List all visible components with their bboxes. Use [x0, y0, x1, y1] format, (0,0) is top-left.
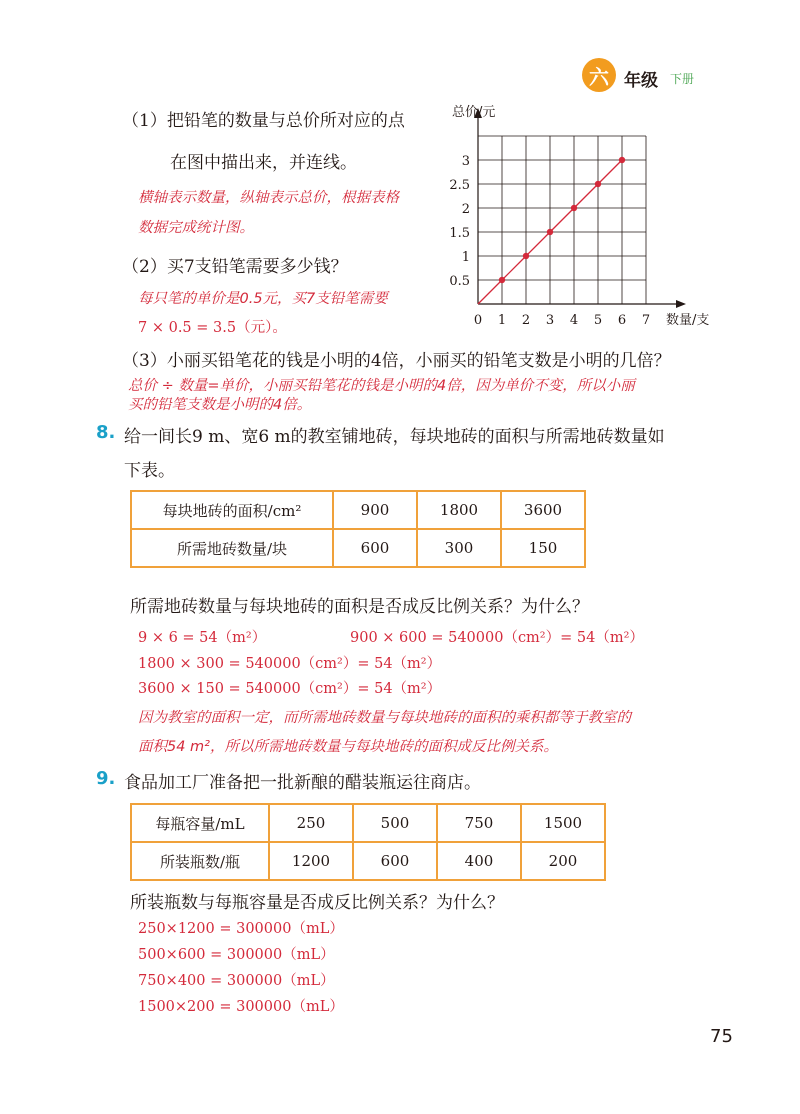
page-number: 75 — [710, 1026, 733, 1047]
table-cell: 750 — [437, 804, 521, 842]
table-cell: 200 — [521, 842, 605, 880]
data-point — [499, 277, 505, 283]
table-cell: 600 — [333, 529, 417, 567]
q7-part1-line2: 在图中描出来，并连线。 — [170, 153, 357, 173]
table-cell: 所装瓶数/瓶 — [131, 842, 269, 880]
table-cell: 每块地砖的面积/cm² — [131, 491, 333, 529]
y-tick-label: 2 — [461, 202, 470, 217]
table-cell: 150 — [501, 529, 585, 567]
table-cell: 300 — [417, 529, 501, 567]
q9-question: 所装瓶数与每瓶容量是否成反比例关系？为什么？ — [130, 893, 504, 913]
q7-answer2-line2: 7 × 0.5 = 3.5（元）。 — [138, 320, 287, 336]
q8-calc1: 9 × 6 = 54（m²） — [138, 630, 267, 646]
table-cell: 3600 — [501, 491, 585, 529]
q8-text-line2: 下表。 — [124, 461, 175, 481]
table-cell: 400 — [437, 842, 521, 880]
table-cell: 1500 — [521, 804, 605, 842]
q8-table — [130, 490, 586, 568]
q7-part3: （3）小丽买铅笔花的钱是小明的4倍，小丽买的铅笔支数是小明的几倍？ — [122, 351, 671, 371]
grade-label: 年级 — [624, 71, 658, 91]
y-tick-label: 1.5 — [449, 226, 470, 241]
q8-calc2: 900 × 600 = 540000（cm²）= 54（m²） — [350, 630, 644, 646]
q7-answer1-line2: 数据完成统计图。 — [138, 220, 254, 236]
x-tick-label: 1 — [497, 313, 507, 328]
q9-calc4: 1500×200 = 300000（mL） — [138, 999, 344, 1015]
q9-calc3: 750×400 = 300000（mL） — [138, 973, 335, 989]
q7-answer2-line1: 每只笔的单价是0.5元，买7支铅笔需要 — [138, 291, 388, 307]
chart-y-axis-label: 总价/元 — [452, 105, 496, 120]
q9-table — [130, 803, 606, 881]
table-cell: 每瓶容量/mL — [131, 804, 269, 842]
q8-number: 8. — [96, 422, 116, 443]
grade-badge-icon: 六 — [582, 58, 616, 92]
q9-calc1: 250×1200 = 300000（mL） — [138, 921, 344, 937]
q7-part1-line1: （1）把铅笔的数量与总价所对应的点 — [122, 111, 405, 131]
x-tick-label: 4 — [569, 313, 579, 328]
chart-x-axis-label: 数量/支 — [666, 313, 710, 328]
table-row — [131, 529, 585, 567]
data-point — [523, 253, 529, 259]
q7-answer3-line1: 总价 ÷ 数量=单价，小丽买铅笔花的钱是小明的4倍，因为单价不变，所以小丽 — [128, 378, 635, 394]
data-point — [571, 205, 577, 211]
q9-number: 9. — [96, 768, 116, 789]
table-row — [131, 491, 585, 529]
table-cell: 1800 — [417, 491, 501, 529]
data-point — [547, 229, 553, 235]
x-axis-arrow-icon — [676, 300, 686, 308]
q7-part2: （2）买7支铅笔需要多少钱？ — [122, 257, 348, 277]
q8-question: 所需地砖数量与每块地砖的面积是否成反比例关系？为什么？ — [130, 597, 589, 617]
x-tick-label: 5 — [593, 313, 603, 328]
table-cell: 600 — [353, 842, 437, 880]
volume-label: 下册 — [670, 72, 695, 86]
q8-calc4: 3600 × 150 = 540000（cm²）= 54（m²） — [138, 681, 442, 697]
data-point — [595, 181, 601, 187]
q8-text-line1: 给一间长9 m、宽6 m的教室铺地砖，每块地砖的面积与所需地砖数量如 — [124, 427, 665, 447]
table-cell: 250 — [269, 804, 353, 842]
x-tick-label: 6 — [617, 313, 627, 328]
y-tick-label: 3 — [461, 154, 470, 169]
q8-calc3: 1800 × 300 = 540000（cm²）= 54（m²） — [138, 656, 442, 672]
data-point — [619, 157, 625, 163]
y-tick-label: 2.5 — [449, 178, 470, 193]
x-tick-label: 0 — [473, 313, 483, 328]
table-cell: 500 — [353, 804, 437, 842]
q7-answer1-line1: 横轴表示数量，纵轴表示总价，根据表格 — [138, 190, 399, 206]
x-tick-label: 3 — [545, 313, 555, 328]
q9-text: 食品加工厂准备把一批新酿的醋装瓶运往商店。 — [124, 773, 481, 793]
table-row — [131, 842, 605, 880]
table-cell: 所需地砖数量/块 — [131, 529, 333, 567]
table-cell: 900 — [333, 491, 417, 529]
table-cell: 1200 — [269, 842, 353, 880]
price-quantity-chart — [440, 96, 730, 336]
x-tick-label: 2 — [521, 313, 531, 328]
q7-answer3-line2: 买的铅笔支数是小明的4倍。 — [128, 397, 312, 413]
table-row — [131, 804, 605, 842]
x-tick-label: 7 — [641, 313, 651, 328]
q8-reason-line1: 因为教室的面积一定，而所需地砖数量与每块地砖的面积的乘积都等于教室的 — [138, 710, 631, 726]
q9-calc2: 500×600 = 300000（mL） — [138, 947, 335, 963]
q8-reason-line2: 面积54 m²，所以所需地砖数量与每块地砖的面积成反比例关系。 — [138, 739, 558, 755]
y-tick-label: 1 — [461, 250, 470, 265]
y-tick-label: 0.5 — [449, 274, 470, 289]
